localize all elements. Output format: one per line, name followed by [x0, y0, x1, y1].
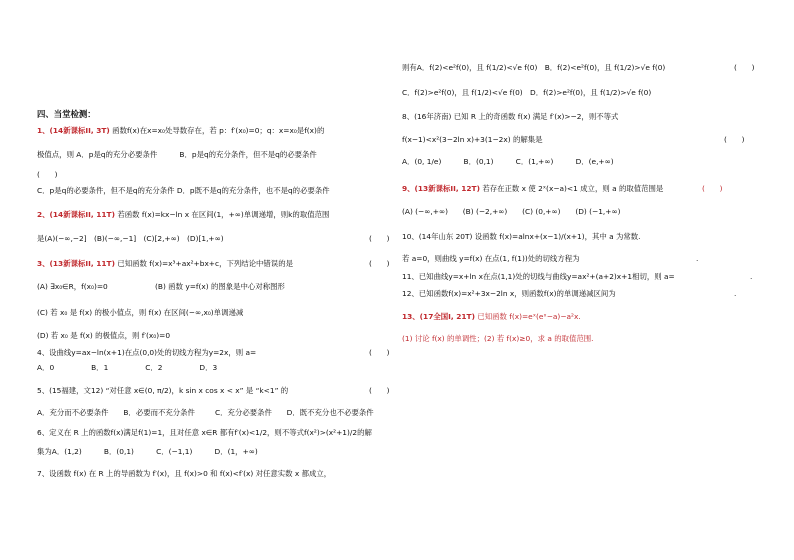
q2-source: 2、(14新课标II, 11T) — [37, 210, 115, 219]
q1-stem: 函数f(x)在x=x₀处导数存在，若 p：f′(x₀)=0；q：x=x₀是f(x)的 — [112, 126, 325, 135]
q13-line1 — [402, 312, 581, 322]
q10-line2: 若 a=0，则曲线 y=f(x) 在点(1, f(1))处的切线方程为 — [402, 254, 580, 263]
q9-options: (A) (−∞,+∞) (B) (−2,+∞) (C) (0,+∞) (D) (−1,+∞) — [402, 207, 621, 216]
q9-source: 9、(13新课标II, 12T) — [402, 184, 480, 193]
q4-line1: 4、设曲线y=ax−ln(x+1)在点(0,0)处的切线方程为y=2x，则 a= — [37, 348, 257, 357]
q5-paren: ( ) — [369, 386, 390, 395]
q8-line1: 8、(16年济南) 已知 R 上的奇函数 f(x) 满足 f′(x)>−2，则不等式 — [402, 112, 619, 121]
q13-line2: (1) 讨论 f(x) 的单调性；(2) 若 f(x)≥0，求 a 的取值范围. — [402, 334, 594, 343]
q2-stem: 若函数 f(x)=kx−ln x 在区间(1，+∞)单调递增，则k的取值范围 — [117, 210, 330, 219]
q4-options: A．0 B．1 C．2 D．3 — [37, 363, 218, 372]
q5-options-ab: A．充分而不必要条件 B．必要而不充分条件 — [37, 408, 195, 417]
q7-paren: ( ) — [734, 63, 755, 72]
q7-line1: 7、设函数 f(x) 在 R 上的导函数为 f′(x)，且 f(x)>0 和 f(x)<f′(x) 对任意实数 x 都成立， — [37, 469, 332, 478]
q9-paren: ( ) — [702, 184, 723, 193]
q6-line1: 6、定义在 R 上的函数f(x)满足f(1)=1，且对任意 x∈R 都有f′(x)<1/2，则不等式f(x²)>(x²+1)/2的解 — [37, 428, 372, 437]
q1-line1 — [37, 126, 324, 136]
q3-opt-c: (C) 若 x₀ 是 f(x) 的极小值点，则 f(x) 在区间(−∞,x₀)单调递减 — [37, 308, 244, 317]
q12-blank: . — [734, 289, 737, 298]
q3-stem: 已知函数 f(x)=x³+ax²+bx+c，下列结论中错误的是 — [117, 259, 293, 268]
q12-line1: 12、已知函数f(x)=x²+3x−2ln x，则函数f(x)的单调递减区间为 — [402, 289, 616, 298]
q4-paren: ( ) — [369, 348, 390, 357]
q1-line3: C．p是q的必要条件，但不是q的充分条件 D．p既不是q的充分条件，也不是q的必要条件 — [37, 186, 330, 195]
q9-stem: 若存在正数 x 使 2ˣ(x−a)<1 成立，则 a 的取值范围是 — [482, 184, 664, 193]
q6-options: 集为A．(1,2) B．(0,1) C．(−1,1) D．(1，+∞) — [37, 447, 258, 456]
q2-line1 — [37, 210, 329, 220]
q8-line2: f(x−1)<x²(3−2ln x)+3(1−2x) 的解集是 — [402, 135, 543, 144]
q5-line1: 5、(15福建，文12) “对任意 x∈(0, π/2)，k sin x cos x < x” 是 “k<1” 的 — [37, 386, 289, 395]
q3-line1 — [37, 259, 293, 269]
q9-line1 — [402, 184, 663, 194]
q7-options-cd: C．f(2)>e²f(0)，且 f(1/2)<√e f(0) D．f(2)>e²f(0)，且 f(1/2)>√e f(0) — [402, 88, 652, 97]
q11-blank: . — [750, 272, 753, 281]
q11-line1: 11、已知曲线y=x+ln x在点(1,1)处的切线与曲线y=ax²+(a+2)x+1相切，则 a= — [402, 272, 675, 281]
q10-line1: 10、(14年山东 20T) 设函数 f(x)=alnx+(x−1)/(x+1)，其中 a 为常数. — [402, 232, 641, 241]
q1-source: 1、(14新课标II, 3T) — [37, 126, 110, 135]
q2-paren: ( ) — [369, 234, 390, 243]
section-heading: 四、当堂检测： — [37, 109, 96, 119]
q13-stem: 已知函数 f(x)=eˣ(eˣ−a)−a²x. — [477, 312, 581, 321]
q3-opt-d: (D) 若 x₀ 是 f(x) 的极值点，则 f′(x₀)=0 — [37, 331, 171, 340]
q5-options-cd: C．充分必要条件 D．既不充分也不必要条件 — [215, 408, 374, 417]
q3-source: 3、(13新课标II, 11T) — [37, 259, 115, 268]
q10-blank: . — [696, 254, 699, 263]
q8-options: A．(0, 1/e) B．(0,1) C．(1,+∞) D．(e,+∞) — [402, 157, 614, 166]
q3-opt-a: (A) ∃x₀∈R，f(x₀)=0 — [37, 282, 108, 291]
q3-opt-b: (B) 函数 y=f(x) 的图象是中心对称图形 — [155, 282, 285, 291]
q8-paren: ( ) — [724, 135, 745, 144]
q7-options-ab: 则有A．f(2)<e²f(0)，且 f(1/2)<√e f(0) B．f(2)<e²f(0)，且 f(1/2)>√e f(0) — [402, 63, 666, 72]
q3-paren: ( ) — [369, 259, 390, 268]
q13-source: 13、(17全国I, 21T) — [402, 312, 475, 321]
q1-line2: 极值点，则 A．p是q的充分必要条件 B．p是q的充分条件，但不是q的必要条件 — [37, 150, 317, 159]
q1-paren: ( ) — [37, 170, 58, 179]
q2-line2: 是(A)(−∞,−2] (B)(−∞,−1] (C)[2,+∞) (D)[1,+∞) — [37, 234, 224, 243]
